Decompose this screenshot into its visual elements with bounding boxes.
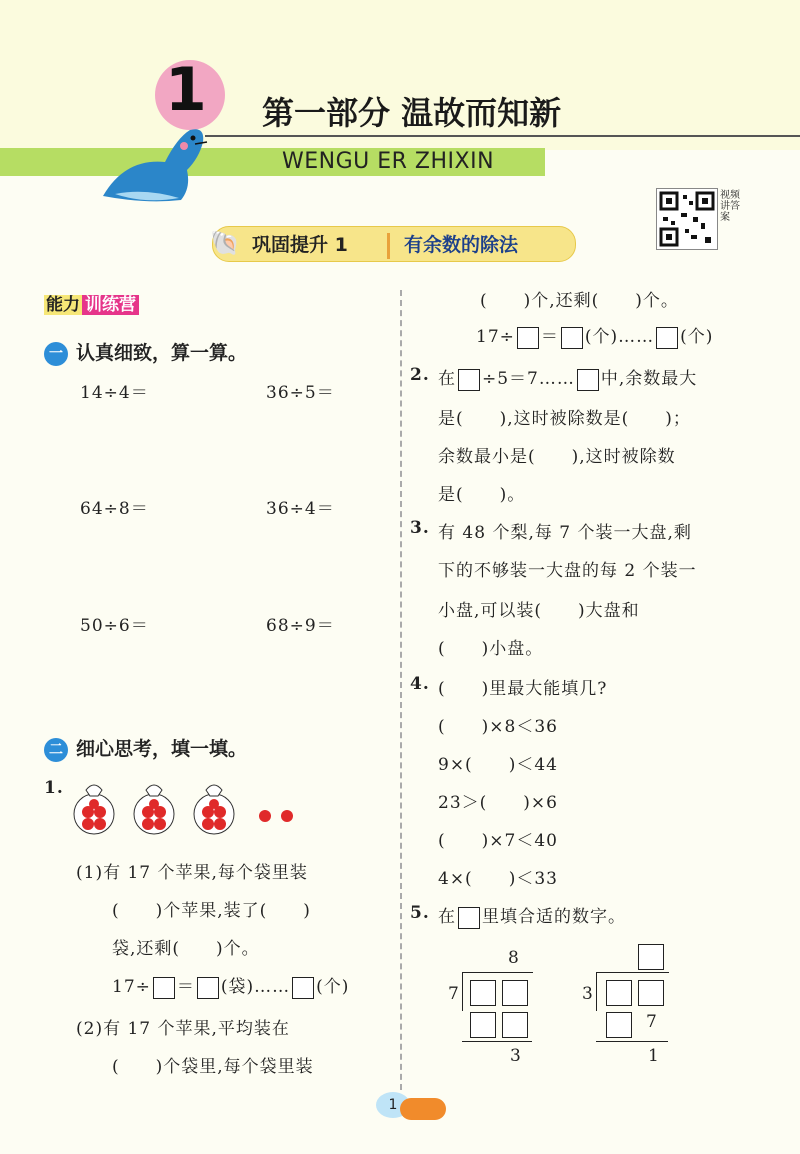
- submarine-icon: [400, 1098, 446, 1120]
- answer-box[interactable]: [502, 1012, 528, 1038]
- q3-line1: 有 48 个梨,每 7 个装一大盘,剩: [438, 523, 692, 543]
- answer-box[interactable]: [292, 977, 314, 999]
- question-number: 2.: [410, 365, 430, 385]
- apple-bag-icon: [74, 785, 114, 834]
- qr-caption: 视频讲答案: [720, 190, 740, 223]
- apple-bag-icon: [194, 785, 234, 834]
- answer-box[interactable]: [606, 1012, 632, 1038]
- q1b-equation: 17÷ ＝ (个)…… (个): [476, 327, 714, 347]
- q2-line1: 在 ÷5＝7…… 中,余数最大: [438, 369, 698, 389]
- answer-box[interactable]: [470, 1012, 496, 1038]
- calc-item: 14÷4＝: [80, 383, 149, 403]
- q5-heading: 在 里填合适的数字。: [438, 907, 626, 927]
- calc-item: 64÷8＝: [80, 499, 149, 519]
- apple-bag-icon: [134, 785, 174, 834]
- answer-box-sample: [458, 907, 480, 929]
- div2-divisor: 3: [582, 984, 594, 1004]
- answer-box[interactable]: [470, 980, 496, 1006]
- part-two-heading-text: 细心思考，填一填。: [76, 738, 248, 760]
- question-number: 3.: [410, 518, 430, 538]
- div2-line: [596, 1041, 668, 1042]
- q3-line4: ( )小盘。: [438, 639, 544, 659]
- q4-item: 23＞( )×6: [438, 793, 558, 813]
- q1a-line3: 袋,还剩( )个。: [112, 939, 260, 959]
- q1b-line3: ( )个,还剩( )个。: [480, 291, 679, 311]
- q4-item: 9×( )＜44: [438, 755, 558, 775]
- apple-icon: [259, 810, 271, 822]
- q4-item: ( )×8＜36: [438, 717, 558, 737]
- q1b-line1: (2)有 17 个苹果,平均装在: [76, 1019, 290, 1039]
- answer-box[interactable]: [561, 327, 583, 349]
- ability-part1: 能力: [46, 295, 80, 315]
- apple-bags-illustration: [72, 776, 312, 836]
- ability-label: [44, 290, 139, 315]
- div1-line: [462, 1041, 532, 1042]
- answer-box[interactable]: [153, 977, 175, 999]
- answer-box[interactable]: [606, 980, 632, 1006]
- section-label: 巩固提升 1: [252, 234, 348, 256]
- part-one-heading-text: 认真细致，算一算。: [76, 342, 248, 364]
- calc-item: 36÷5＝: [266, 383, 335, 403]
- section-topic: 有余数的除法: [404, 234, 519, 256]
- q4-item: ( )×7＜40: [438, 831, 558, 851]
- part-two-heading: [44, 734, 247, 762]
- q4-item: 4×( )＜33: [438, 869, 558, 889]
- answer-box[interactable]: [638, 944, 664, 970]
- pinyin-title: WENGU ER ZHIXIN: [282, 149, 495, 174]
- page-number: 1: [376, 1092, 410, 1118]
- shell-icon: 🐚: [210, 229, 240, 257]
- apple-icon: [281, 810, 293, 822]
- q2-line4: 是( )。: [438, 485, 526, 505]
- q1a-equation: 17÷ ＝ (袋)…… (个): [112, 977, 350, 997]
- answer-box[interactable]: [197, 977, 219, 999]
- q2-line3: 余数最小是( ),这时被除数: [438, 447, 676, 467]
- div1-quotient: 8: [508, 948, 520, 968]
- q3-line3: 小盘,可以装( )大盘和: [438, 601, 640, 621]
- answer-box[interactable]: [517, 327, 539, 349]
- question-number: 1.: [44, 778, 64, 798]
- page-title: 第一部分 温故而知新: [262, 94, 562, 132]
- answer-box[interactable]: [502, 980, 528, 1006]
- div2-remainder: 1: [648, 1046, 660, 1066]
- calc-item: 68÷9＝: [266, 616, 335, 636]
- div2-mid-digit: 7: [646, 1012, 658, 1032]
- part-two-badge: 二: [44, 738, 68, 762]
- q1a-line2: ( )个苹果,装了( ): [112, 901, 311, 921]
- calc-item: 50÷6＝: [80, 616, 149, 636]
- div1-divisor: 7: [448, 984, 460, 1004]
- qr-pattern-icon: [657, 189, 717, 249]
- q4-heading: ( )里最大能填几?: [438, 679, 608, 699]
- question-number: 5.: [410, 903, 430, 923]
- div1-remainder: 3: [510, 1046, 522, 1066]
- unit-number: 1: [165, 55, 207, 125]
- q1b-line2: ( )个袋里,每个袋里装: [112, 1057, 314, 1077]
- calc-item: 36÷4＝: [266, 499, 335, 519]
- seal-mascot-icon: [95, 118, 215, 208]
- q3-line2: 下的不够装一大盘的每 2 个装一: [438, 561, 697, 581]
- q1a-line1: (1)有 17 个苹果,每个袋里装: [76, 863, 308, 883]
- answer-box[interactable]: [656, 327, 678, 349]
- part-one-heading: [44, 338, 247, 366]
- section-separator: [387, 233, 390, 259]
- answer-box[interactable]: [458, 369, 480, 391]
- question-number: 4.: [410, 674, 430, 694]
- header-rule: [205, 135, 800, 137]
- q2-line2: 是( ),这时被除数是( )；: [438, 409, 691, 429]
- answer-box[interactable]: [577, 369, 599, 391]
- answer-box[interactable]: [638, 980, 664, 1006]
- part-one-badge: 一: [44, 342, 68, 366]
- qr-code[interactable]: [656, 188, 718, 250]
- column-divider: [400, 290, 402, 1100]
- ability-part2: 训练营: [82, 295, 139, 315]
